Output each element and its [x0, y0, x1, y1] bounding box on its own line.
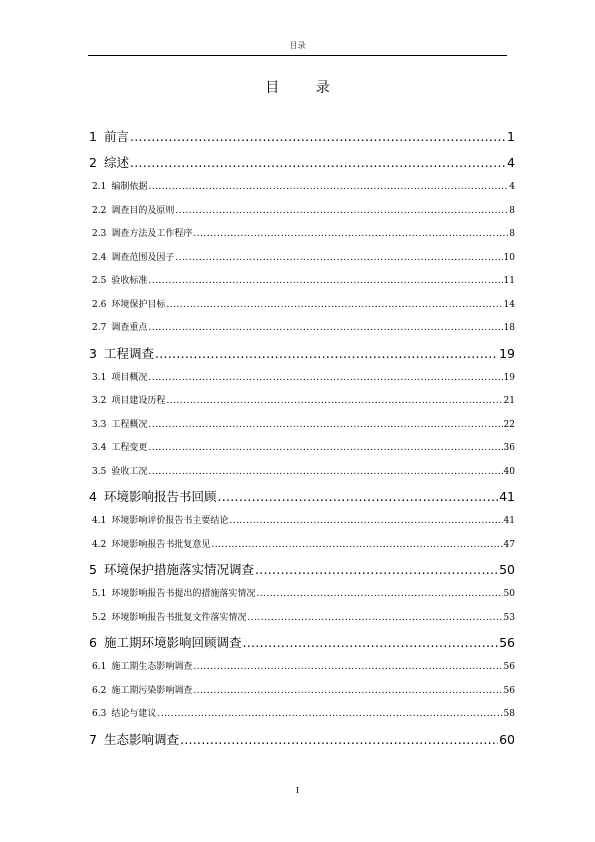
- toc-entry[interactable]: [89, 707, 515, 731]
- toc-dot-leader: [130, 128, 506, 146]
- toc-dot-leader: [148, 321, 502, 335]
- toc-entry-number: 6.1: [92, 662, 107, 672]
- toc-entry-number: 4.1: [92, 516, 107, 526]
- toc-entry[interactable]: [89, 488, 515, 514]
- toc-entry[interactable]: [89, 274, 515, 298]
- header-rule: [88, 55, 507, 56]
- toc-entry-number: 2.7: [92, 323, 107, 333]
- toc-entry-page: 19: [499, 345, 515, 361]
- toc-dot-leader: [175, 204, 508, 218]
- toc-entry[interactable]: [89, 731, 515, 757]
- toc-entry-number: 4: [89, 489, 97, 504]
- toc-entry-number: 7: [89, 731, 97, 747]
- toc-dot-leader: [148, 371, 502, 385]
- toc-entry-title: 生态影响调查: [103, 731, 179, 747]
- toc-entry-title: 环境保护目标: [111, 299, 166, 310]
- toc-dot-leader: [193, 684, 502, 698]
- toc-dot-leader: [229, 514, 502, 528]
- toc-entry-title: 调查方法及工作程序: [111, 229, 193, 239]
- toc-entry-page: 21: [503, 396, 515, 406]
- toc-entry-title: 项目建设历程: [111, 396, 166, 406]
- toc-entry-page: 8: [509, 229, 515, 239]
- toc-dot-leader: [166, 394, 502, 408]
- toc-dot-leader: [193, 660, 502, 674]
- toc-entry-page: 41: [499, 489, 515, 504]
- toc-entry[interactable]: [89, 227, 515, 251]
- toc-entry-number: 3.5: [92, 466, 107, 477]
- toc-entry-page: 41: [503, 516, 515, 526]
- toc-entry[interactable]: [89, 321, 515, 345]
- toc-dot-leader: [155, 345, 498, 363]
- toc-entry[interactable]: [89, 394, 515, 418]
- toc-entry-page: 56: [503, 685, 515, 696]
- toc-entry-number: 3.2: [92, 396, 107, 406]
- table-of-contents: [89, 128, 515, 757]
- toc-entry-page: 50: [499, 562, 515, 577]
- toc-entry-title: 工程变更: [111, 443, 148, 453]
- toc-entry[interactable]: [89, 660, 515, 684]
- toc-dot-leader: [211, 538, 502, 552]
- toc-entry-title: 环境影响报告书提出的措施落实情况: [111, 589, 256, 599]
- toc-entry-title: 调查目的及原则: [111, 205, 175, 216]
- toc-entry-title: 工程概况: [111, 419, 148, 430]
- toc-entry-number: 3.1: [92, 372, 107, 383]
- toc-entry[interactable]: [89, 611, 515, 635]
- toc-entry-title: 前言: [103, 129, 129, 144]
- toc-entry-page: 19: [503, 372, 515, 383]
- toc-entry-number: 1: [89, 129, 97, 144]
- toc-entry-page: 56: [499, 635, 515, 650]
- toc-entry-title: 施工期环境影响回顾调查: [103, 635, 242, 650]
- toc-entry-page: 40: [503, 466, 515, 477]
- toc-dot-leader: [217, 488, 498, 506]
- toc-entry-number: 6.2: [92, 685, 107, 696]
- toc-entry-title: 环境影响报告书批复文件落实情况: [111, 612, 247, 623]
- toc-entry[interactable]: [89, 180, 515, 204]
- toc-dot-leader: [180, 731, 498, 749]
- toc-entry[interactable]: [89, 154, 515, 180]
- toc-entry-number: 2.4: [92, 252, 107, 263]
- toc-entry-title: 编制依据: [111, 182, 148, 192]
- toc-dot-leader: [166, 298, 502, 312]
- toc-entry-page: 11: [503, 276, 515, 286]
- toc-entry-title: 调查重点: [111, 323, 148, 333]
- toc-dot-leader: [148, 274, 502, 288]
- toc-entry[interactable]: [89, 587, 515, 611]
- toc-entry-title: 环境影响评价报告书主要结论: [111, 516, 229, 526]
- toc-dot-leader: [130, 154, 506, 172]
- toc-dot-leader: [148, 418, 502, 432]
- toc-entry-number: 2.5: [92, 276, 107, 286]
- toc-entry-page: 22: [503, 419, 515, 430]
- running-header: 目录: [289, 41, 306, 50]
- toc-dot-leader: [148, 180, 508, 194]
- toc-dot-leader: [175, 251, 502, 265]
- toc-dot-leader: [193, 227, 508, 241]
- toc-entry-number: 5: [89, 562, 97, 577]
- toc-entry[interactable]: [89, 465, 515, 489]
- toc-entry-number: 3.3: [92, 419, 107, 430]
- page-title: 目 录: [265, 80, 346, 96]
- toc-entry-number: 6: [89, 635, 97, 650]
- toc-entry[interactable]: [89, 418, 515, 442]
- toc-entry-page: 50: [503, 589, 515, 599]
- toc-entry[interactable]: [89, 204, 515, 228]
- toc-entry-title: 环境影响报告书回顾: [103, 489, 217, 504]
- toc-entry-title: 项目概况: [111, 372, 148, 383]
- toc-entry-number: 2.1: [92, 182, 107, 192]
- page-number: I: [295, 786, 300, 795]
- toc-entry-page: 36: [503, 443, 515, 453]
- toc-entry-page: 58: [503, 709, 515, 719]
- toc-entry[interactable]: [89, 298, 515, 322]
- toc-entry-page: 8: [509, 205, 515, 216]
- toc-entry-title: 验收标准: [111, 276, 148, 286]
- toc-entry-number: 4.2: [92, 539, 107, 550]
- toc-entry-number: 2.6: [92, 299, 107, 310]
- toc-entry-page: 1: [507, 129, 515, 144]
- toc-entry-page: 14: [503, 299, 515, 310]
- toc-entry-page: 53: [503, 612, 515, 623]
- toc-entry[interactable]: [89, 538, 515, 562]
- toc-dot-leader: [242, 634, 498, 652]
- toc-entry-page: 4: [509, 182, 515, 192]
- toc-entry-title: 施工期污染影响调查: [111, 685, 193, 696]
- toc-entry-page: 4: [507, 155, 515, 170]
- toc-entry-number: 2.3: [92, 229, 107, 239]
- toc-dot-leader: [148, 465, 502, 479]
- toc-entry-page: 10: [503, 252, 515, 263]
- toc-entry[interactable]: [89, 128, 515, 154]
- toc-entry[interactable]: [89, 634, 515, 660]
- toc-entry-number: 6.3: [92, 709, 107, 719]
- toc-entry-title: 综述: [103, 155, 129, 170]
- toc-entry[interactable]: [89, 345, 515, 371]
- toc-entry[interactable]: [89, 251, 515, 275]
- toc-entry-page: 60: [499, 731, 515, 747]
- toc-entry-title: 施工期生态影响调查: [111, 662, 193, 672]
- toc-entry[interactable]: [89, 561, 515, 587]
- toc-entry-page: 56: [503, 662, 515, 672]
- toc-entry[interactable]: [89, 441, 515, 465]
- toc-entry-title: 环境保护措施落实情况调查: [103, 562, 254, 577]
- toc-entry-title: 调查范围及因子: [111, 252, 175, 263]
- toc-entry-number: 2.2: [92, 205, 107, 216]
- toc-entry-title: 工程调查: [103, 345, 154, 361]
- toc-entry-page: 18: [503, 323, 515, 333]
- toc-entry-number: 2: [89, 155, 97, 170]
- toc-dot-leader: [157, 707, 502, 721]
- toc-entry-number: 3.4: [92, 443, 107, 453]
- toc-entry-number: 3: [89, 345, 97, 361]
- toc-entry-number: 5.2: [92, 612, 107, 623]
- toc-entry[interactable]: [89, 514, 515, 538]
- toc-entry-title: 环境影响报告书批复意见: [111, 539, 211, 550]
- toc-entry-title: 结论与建议: [111, 709, 157, 719]
- toc-entry-number: 5.1: [92, 589, 107, 599]
- toc-entry-title: 验收工况: [111, 466, 148, 477]
- toc-dot-leader: [148, 441, 502, 455]
- toc-entry-page: 47: [503, 539, 515, 550]
- toc-dot-leader: [247, 611, 502, 625]
- toc-entry[interactable]: [89, 371, 515, 395]
- toc-dot-leader: [255, 561, 498, 579]
- toc-dot-leader: [256, 587, 502, 601]
- toc-entry[interactable]: [89, 684, 515, 708]
